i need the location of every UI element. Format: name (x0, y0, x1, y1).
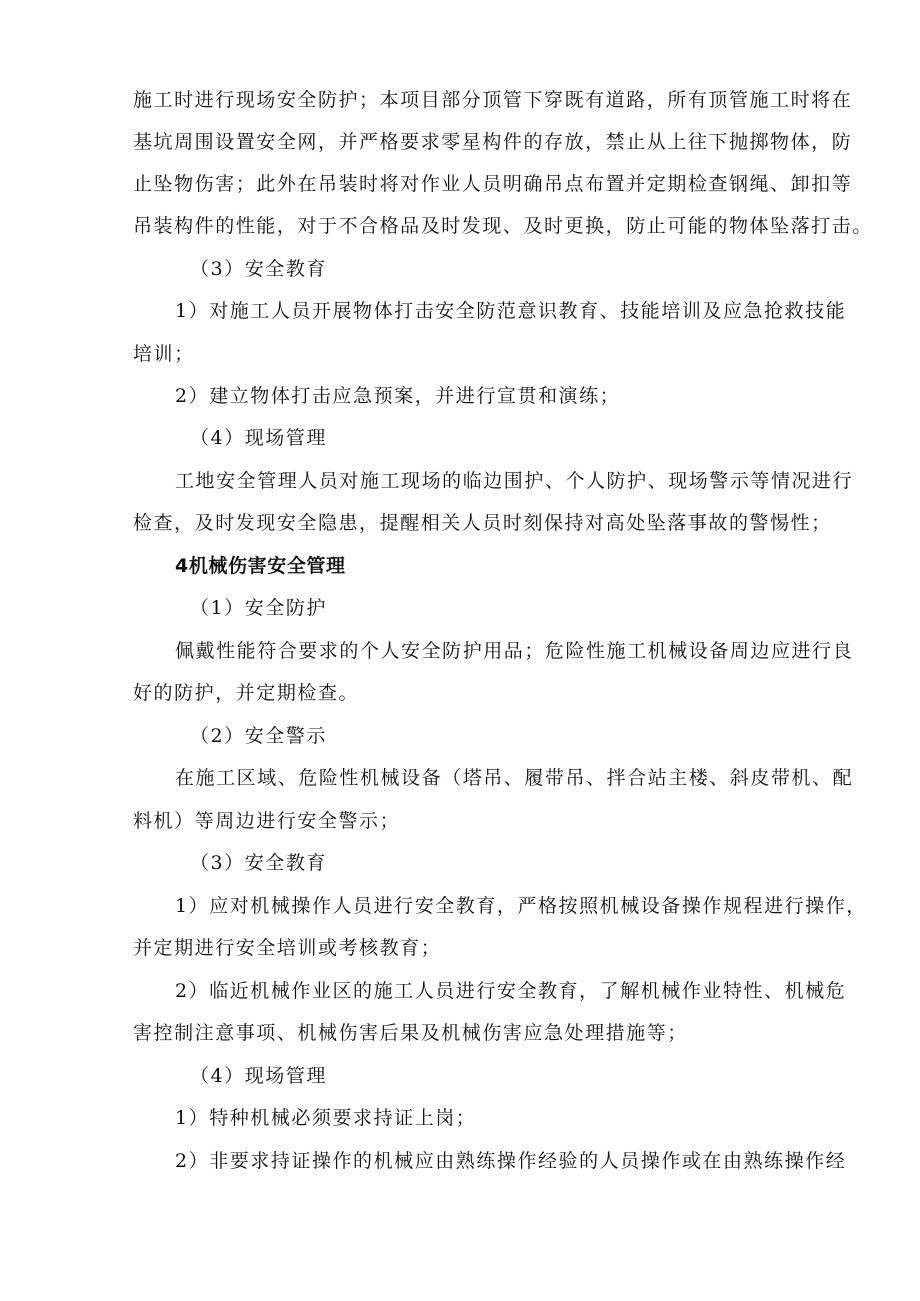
paragraph-line: 害控制注意事项、机械伤害后果及机械伤害应急处理措施等； (133, 1022, 688, 1044)
list-item: 2）临近机械作业区的施工人员进行安全教育，了解机械作业特性、机械危 (175, 980, 847, 1002)
paragraph-line: 在施工区域、危险性机械设备（塔吊、履带吊、拌合站主楼、斜皮带机、配 (175, 767, 854, 789)
paragraph-line: 佩戴性能符合要求的个人安全防护用品；危险性施工机械设备周边应进行良 (175, 640, 854, 662)
list-item: 2）建立物体打击应急预案，并进行宣贯和演练； (175, 385, 621, 407)
paragraph-line: 工地安全管理人员对施工现场的临边围护、个人防护、现场警示等情况进行 (175, 470, 854, 492)
subheading-safety-education: （3）安全教育 (190, 258, 327, 280)
paragraph-line: 好的防护，并定期检查。 (133, 682, 360, 704)
paragraph-line: 施工时进行现场安全防护；本项目部分顶管下穿既有道路，所有顶管施工时将在 (133, 89, 853, 111)
section-heading: 4机械伤害安全管理 (175, 555, 346, 577)
paragraph-line: 吊装构件的性能，对于不合格品及时发现、及时更换，防止可能的物体坠落打击。 (133, 215, 873, 237)
subheading-safety-education: （3）安全教育 (190, 852, 327, 874)
list-item: 1）对施工人员开展物体打击安全防范意识教育、技能培训及应急抢救技能 (175, 300, 847, 322)
paragraph-line: 检查，及时发现安全隐患，提醒相关人员时刻保持对高处坠落事故的警惕性； (133, 512, 832, 534)
paragraph-line: 止坠物伤害；此外在吊装时将对作业人员明确吊点布置并定期检查钢绳、卸扣等 (133, 173, 853, 195)
paragraph-line: 基坑周围设置安全网，并严格要求零星构件的存放，禁止从上往下抛掷物体，防 (133, 131, 853, 153)
list-item: 1）特种机械必须要求持证上岗； (175, 1107, 477, 1129)
subheading-site-management: （4）现场管理 (190, 1065, 327, 1087)
subheading-site-management: （4）现场管理 (190, 427, 327, 449)
paragraph-line: 培训； (133, 343, 195, 365)
list-item: 2）非要求持证操作的机械应由熟练操作经验的人员操作或在由熟练操作经 (175, 1150, 847, 1172)
list-item: 1）应对机械操作人员进行安全教育，严格按照机械设备操作规程进行操作， (175, 895, 867, 917)
paragraph-line: 并定期进行安全培训或考核教育； (133, 937, 442, 959)
subheading-safety-warning: （2）安全警示 (190, 725, 327, 747)
paragraph-line: 料机）等周边进行安全警示； (133, 810, 401, 832)
subheading-safety-protection: （1）安全防护 (190, 597, 327, 619)
